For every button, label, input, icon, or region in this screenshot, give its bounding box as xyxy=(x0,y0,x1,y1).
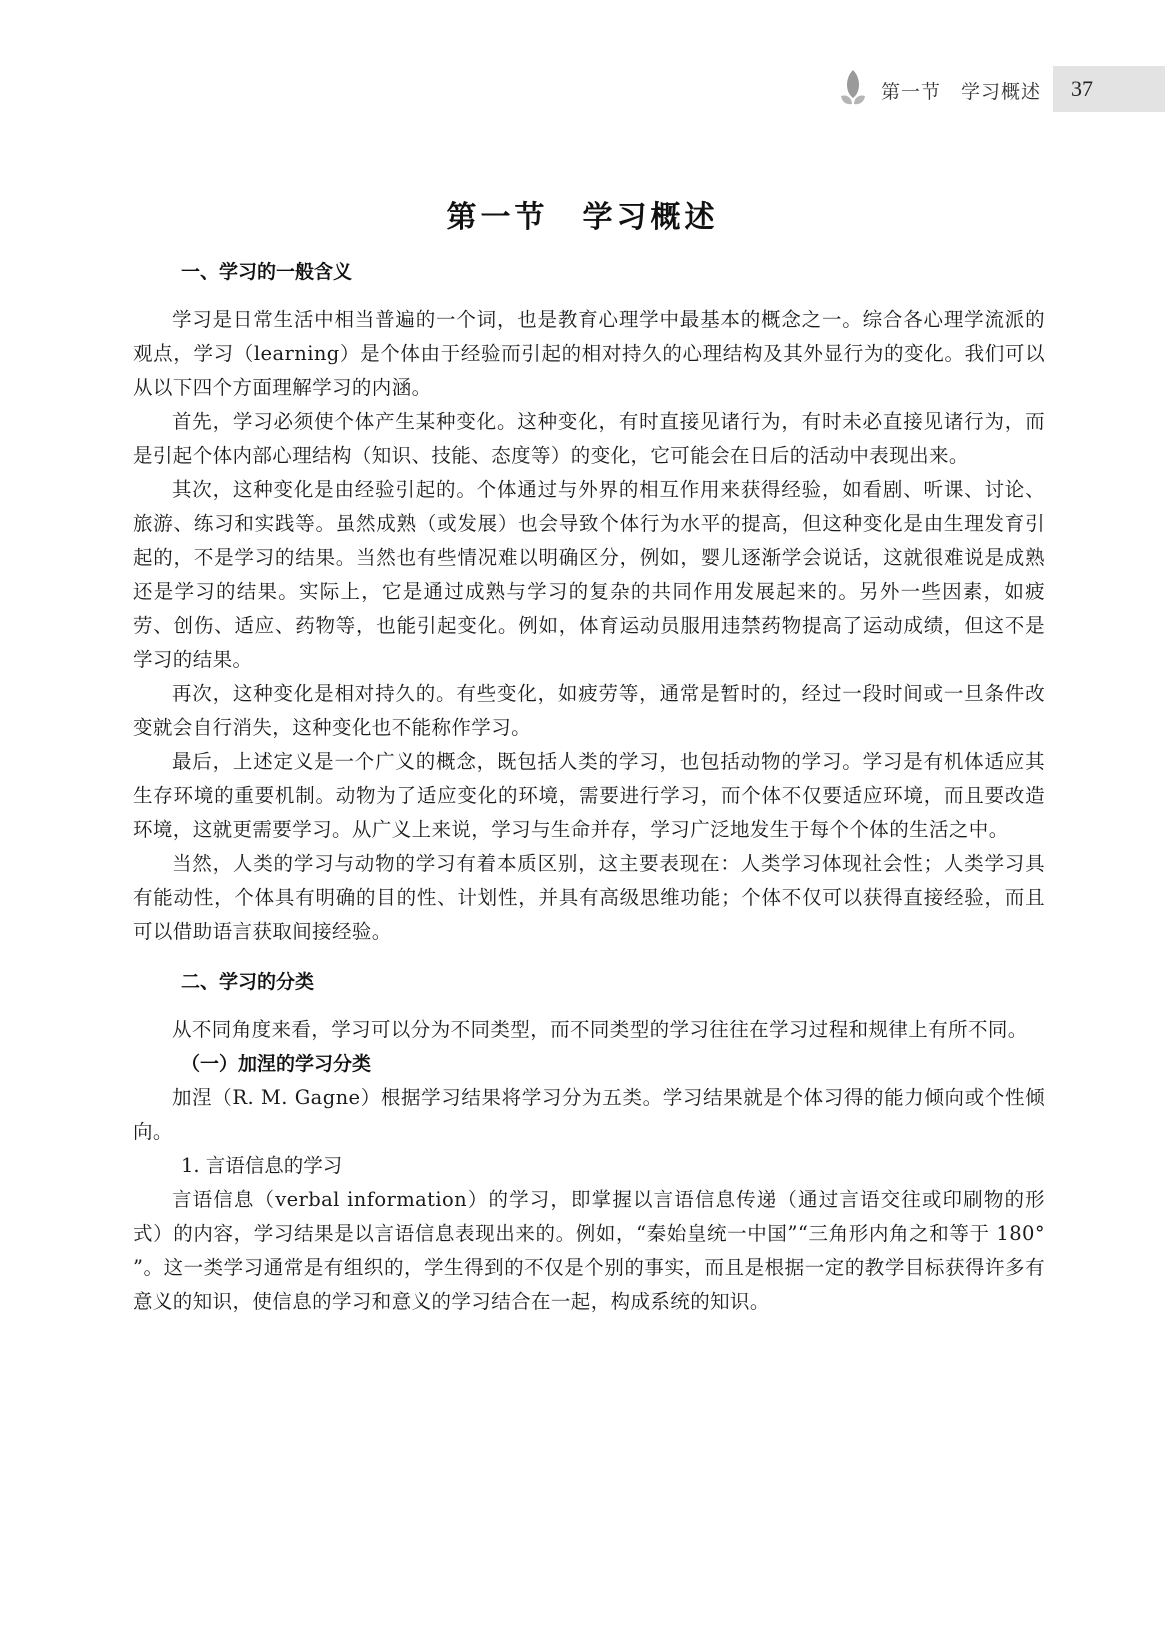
paragraph: 首先，学习必须使个体产生某种变化。这种变化，有时直接见诸行为，有时未必直接见诸行为，而是引起个体内部心理结构（知识、技能、态度等）的变化，它可能会在日后的活动中表现出来。 xyxy=(133,410,1045,467)
paragraph: 最后，上述定义是一个广义的概念，既包括人类的学习，也包括动物的学习。学习是有机体适应其生存环境的重要机制。动物为了适应变化的环境，需要进行学习，而个体不仅要适应环境，而且要改造环境，这就更需要学习。从广义上来说，学习与生命并存，学习广泛地发生于每个个体的生活之中。 xyxy=(133,750,1045,841)
paragraph: 学习是日常生活中相当普遍的一个词，也是教育心理学中最基本的概念之一。综合各心理学流派的观点，学习（learning）是个体由于经验而引起的相对持久的心理结构及其外显行为的变化。我们可以从以下四个方面理解学习的内涵。 xyxy=(133,308,1045,399)
paragraph: 言语信息（verbal information）的学习，即掌握以言语信息传递（通过言语交往或印刷物的形式）的内容，学习结果是以言语信息表现出来的。例如，“秦始皇统一中国”“三角形内角之和等于 180° ”。这一类学习通常是有组织的，学生得到的不仅是个别的事实，而且是根据一定的教学目标获得许多有意义的知识，使信息的学习和意义的学习结合在一起，构成系统的知识。 xyxy=(133,1188,1045,1313)
paragraph: 再次，这种变化是相对持久的。有些变化，如疲劳等，通常是暂时的，经过一段时间或一旦条件改变就会自行消失，这种变化也不能称作学习。 xyxy=(133,682,1045,739)
body-content xyxy=(133,253,1045,1319)
page-title: 第一节 学习概述 xyxy=(446,200,719,236)
running-header xyxy=(835,66,1165,112)
subsection-heading: （一）加涅的学习分类 xyxy=(181,1053,372,1075)
paragraph: 其次，这种变化是由经验引起的。个体通过与外界的相互作用来获得经验，如看剧、听课、讨论、旅游、练习和实践等。虽然成熟（或发展）也会导致个体行为水平的提高，但这种变化是由生理发育引起的，不是学习的结果。当然也有些情况难以明确区分，例如，婴儿逐渐学会说话，这就很难说是成熟还是学习的结果。实际上，它是通过成熟与学习的复杂的共同作用发展起来的。另外一些因素，如疲劳、创伤、适应、药物等，也能引起变化。例如，体育运动员服用违禁药物提高了运动成绩，但这不是学习的结果。 xyxy=(133,478,1045,671)
paragraph: 加涅（R. M. Gagne）根据学习结果将学习分为五类。学习结果就是个体习得的能力倾向或个性倾向。 xyxy=(133,1086,1045,1143)
page-number-box xyxy=(1053,66,1165,112)
paragraph: 从不同角度来看，学习可以分为不同类型，而不同类型的学习往往在学习过程和规律上有所不同。 xyxy=(172,1018,1028,1041)
section-heading-2: 二、学习的分类 xyxy=(181,971,315,993)
item-title: 1. 言语信息的学习 xyxy=(181,1154,343,1177)
leaf-icon xyxy=(835,66,871,112)
paragraph: 当然，人类的学习与动物的学习有着本质区别，这主要表现在：人类学习体现社会性；人类学习具有能动性，个体具有明确的目的性、计划性，并具有高级思维功能；个体不仅可以获得直接经验，而且可以借助语言获取间接经验。 xyxy=(133,852,1045,943)
section-heading-1: 一、学习的一般含义 xyxy=(181,261,353,283)
running-head-text: 第一节 学习概述 xyxy=(881,81,1042,103)
page-number: 37 xyxy=(1071,76,1093,101)
